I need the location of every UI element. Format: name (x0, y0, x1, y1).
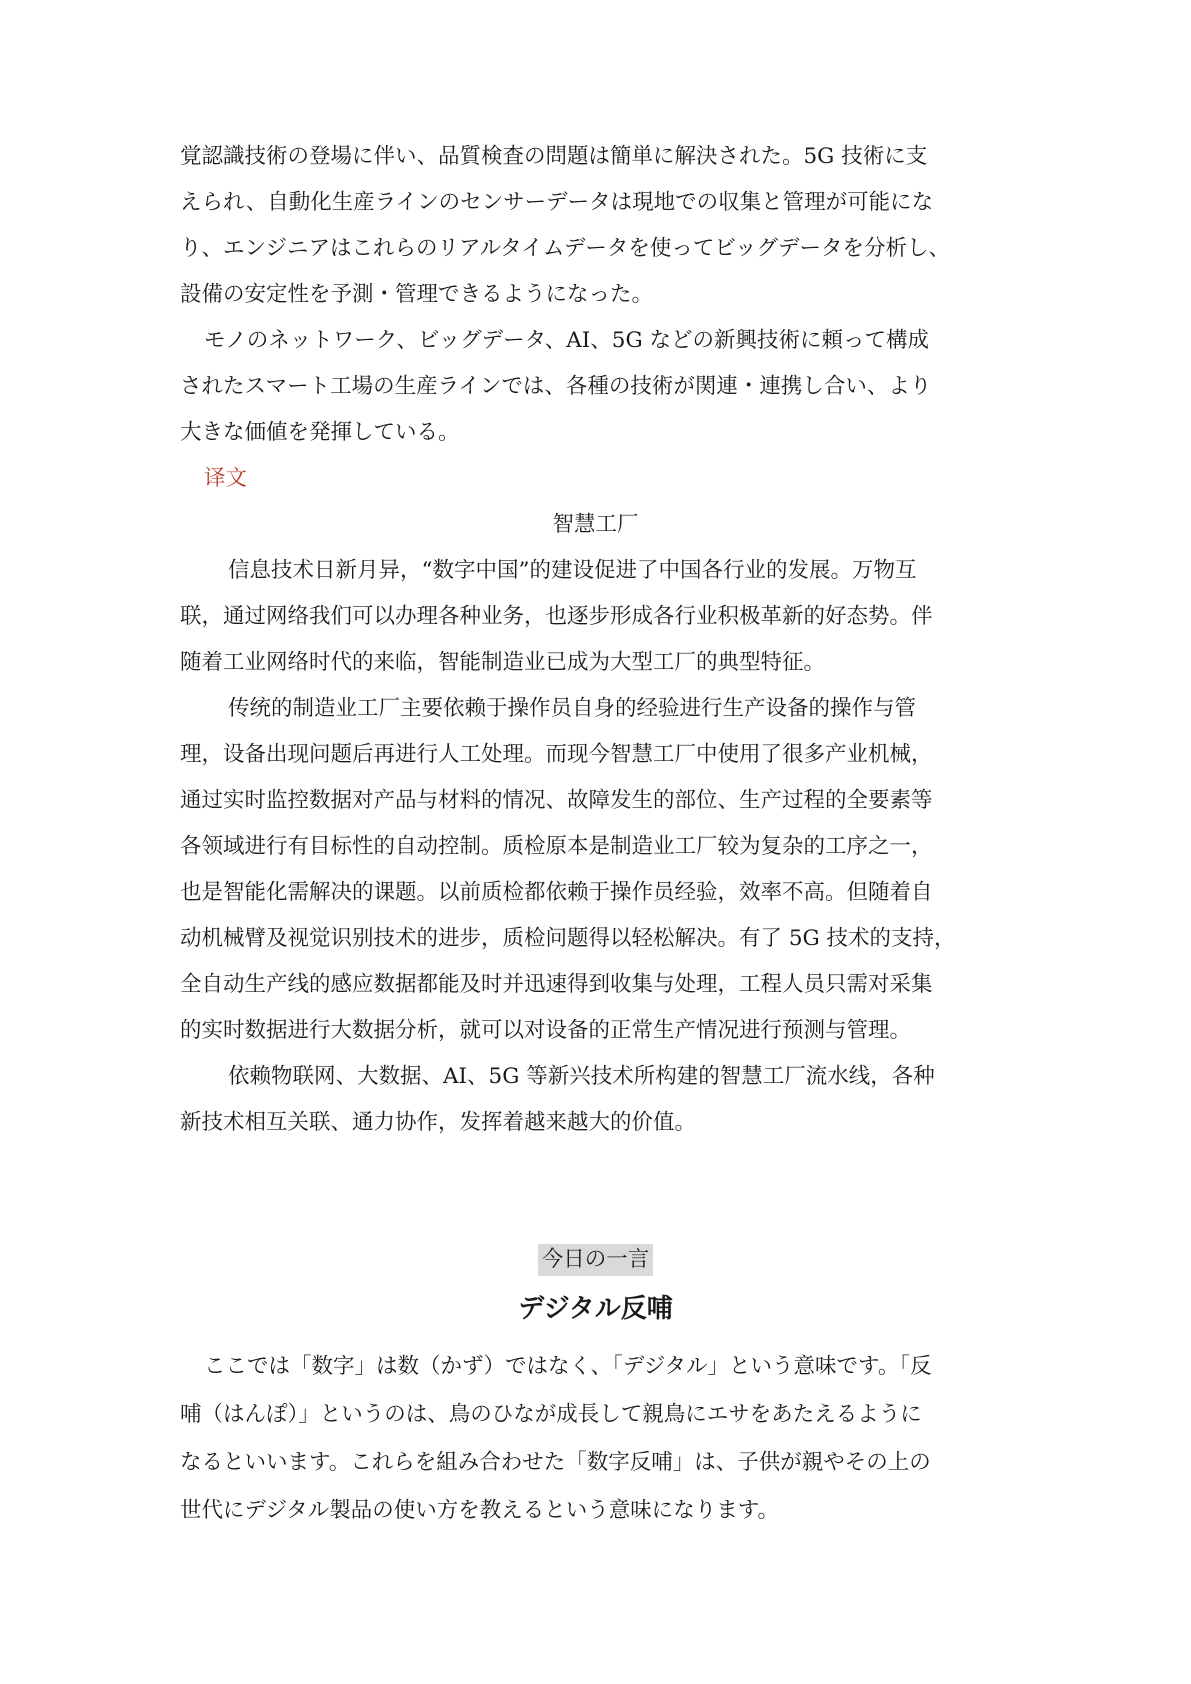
cn-para3-line-2: 新技术相互关联、通力协作，发挥着越来越大的价值。 (180, 1110, 697, 1135)
jp-para2-line-2: されたスマート工場の生産ラインでは、各種の技術が関連・連携し合い、より (180, 374, 932, 399)
jp-para1-line-3: り、エンジニアはこれらのリアルタイムデータを使ってビッグデータを分析し、 (180, 236, 951, 261)
cn-para2-line-5: 也是智能化需解决的课题。以前质检都依赖于操作员经验，效率不高。但随着自 (180, 880, 933, 905)
jp-para1-line-4: 設備の安定性を予測・管理できるようになった。 (180, 282, 654, 307)
phrase-line-2: 哺（はんぽ）」というのは、鳥のひなが成長して親鳥にエサをあたえるように (180, 1402, 922, 1427)
jp-para2-line-3: 大きな価値を発揮している。 (180, 420, 460, 445)
cn-para2-line-3: 通过实时监控数据对产品与材料的情况、故障发生的部位、生产过程的全要素等 (180, 788, 933, 813)
jp-para1-line-1: 覚認識技術の登場に伴い、品質検査の問題は簡単に解決された。5G 技術に支 (180, 144, 928, 169)
phrase-line-3: なるといいます。これらを組み合わせた「数字反哺」は、子供が親やその上の (180, 1450, 931, 1475)
cn-para2-line-1: 传统的制造业工厂主要依赖于操作员自身的经验进行生产设备的操作与管 (228, 696, 917, 721)
translation-label: 译文 (204, 466, 248, 491)
phrase-of-day-badge: 今日の一言 (538, 1244, 654, 1276)
phrase-badge-wrap (0, 1244, 1191, 1276)
cn-para2-line-2: 理，设备出现问题后再进行人工处理。而现今智慧工厂中使用了很多产业机械， (180, 742, 933, 767)
jp-para2-line-1: モノのネットワーク、ビッグデータ、AI、5G などの新興技術に頼って構成 (204, 328, 929, 353)
cn-para2-line-8: 的实时数据进行大数据分析，就可以对设备的正常生产情况进行预测与管理。 (180, 1018, 912, 1043)
cn-para2-line-7: 全自动生产线的感应数据都能及时并迅速得到收集与处理，工程人员只需对采集 (180, 972, 933, 997)
jp-para1-line-2: えられ、自動化生産ラインのセンサーデータは現地での収集と管理が可能にな (180, 190, 934, 215)
cn-para2-line-4: 各领域进行有目标性的自动控制。质检原本是制造业工厂较为复杂的工序之一， (180, 834, 933, 859)
cn-para2-line-6: 动机械臂及视觉识别技术的进步，质检问题得以轻松解决。有了 5G 技术的支持， (180, 926, 956, 951)
translation-title: 智慧工厂 (552, 512, 639, 537)
cn-para1-line-2: 联，通过网络我们可以办理各种业务，也逐步形成各行业积极革新的好态势。伴 (180, 604, 933, 629)
phrase-line-1: ここでは「数字」は数（かず）ではなく、「デジタル」という意味です。「反 (204, 1354, 932, 1379)
phrase-line-4: 世代にデジタル製品の使い方を教えるという意味になります。 (180, 1498, 779, 1523)
cn-para3-line-1: 依赖物联网、大数据、AI、5G 等新兴技术所构建的智慧工厂流水线，各种 (228, 1064, 935, 1089)
cn-para1-line-3: 随着工业网络时代的来临，智能制造业已成为大型工厂的典型特征。 (180, 650, 826, 675)
cn-para1-line-1: 信息技术日新月异，“数字中国”的建设促进了中国各行业的发展。万物互 (228, 558, 917, 583)
phrase-heading: デジタル反哺 (518, 1294, 673, 1324)
